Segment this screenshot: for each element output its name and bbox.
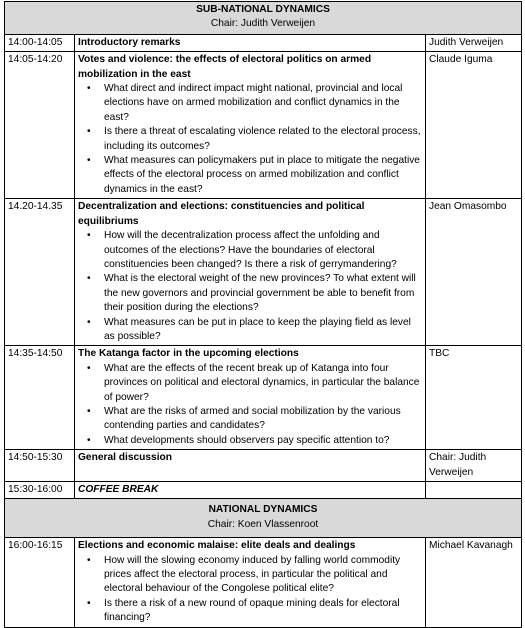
session-title: Decentralization and elections: constituencies and political equilibriums (78, 201, 365, 227)
section-chair: Chair: Judith Verweijen (210, 18, 316, 30)
session-title: Introductory remarks (78, 36, 181, 48)
question-list (78, 229, 422, 344)
question-item: • How will the slowing economy induced by falling world commodity prices affect the electoral process, in particular the political and electoral behaviour of the Congolese political elite? (104, 554, 422, 597)
session-speaker: TBC (426, 346, 522, 450)
session-title: Votes and violence: the effects of electoral politics on armed mobilization in the east (78, 54, 372, 80)
agenda-row (5, 538, 522, 627)
question-list (78, 362, 422, 448)
section-chair: Chair: Koen Vlassenroot (207, 518, 319, 530)
section-header-sub-national (5, 2, 522, 35)
section-header-national (5, 499, 522, 538)
section-title: NATIONAL DYNAMICS (208, 504, 318, 516)
agenda-row (5, 52, 522, 199)
agenda-row (5, 34, 522, 51)
session-time: 14:35-14:50 (5, 346, 75, 450)
agenda-table (4, 1, 522, 628)
question-item: • What are the risks of armed and social mobilization by the various contending parties and candidates? (104, 405, 422, 434)
question-item: • Is there a risk of a new round of opaque mining deals for electoral financing? (104, 597, 422, 626)
agenda-row-break (5, 482, 522, 499)
agenda-row (5, 199, 522, 346)
session-speaker: Judith Verweijen (426, 34, 522, 51)
session-time: 16:00-16:15 (5, 538, 75, 627)
session-time: 15:30-16:00 (5, 482, 75, 499)
session-speaker: Michael Kavanagh (426, 538, 522, 627)
question-list (78, 554, 422, 626)
question-item: • Is there a threat of escalating violence related to the electoral process, including its outcomes? (104, 125, 422, 154)
session-time: 14:00-14:05 (5, 34, 75, 51)
agenda-row (5, 450, 522, 482)
question-item: • How will the decentralization process affect the unfolding and outcomes of the elections? Have the boundaries of electoral constituencies been changed? Is there a risk of gerrymandering? (104, 229, 422, 272)
session-speaker (426, 482, 522, 499)
agenda-row (5, 346, 522, 450)
question-item: • What measures can policymakers put in place to mitigate the negative effects of the electoral process on armed mobilization and conflict dynamics in the east? (104, 154, 422, 197)
session-speaker: Chair: Judith Verweijen (426, 450, 522, 482)
question-item: • What are the effects of the recent break up of Katanga into four provinces on political and electoral dynamics, in particular the balance of power? (104, 362, 422, 405)
session-speaker: Jean Omasombo (426, 199, 522, 346)
section-title: SUB-NATIONAL DYNAMICS (196, 4, 330, 15)
question-item: • What direct and indirect impact might national, provincial and local elections have on armed mobilization and conflict dynamics in the east? (104, 82, 422, 125)
session-title: General discussion (78, 452, 172, 464)
session-title: Elections and economic malaise: elite deals and dealings (78, 540, 356, 552)
question-item: • What is the electoral weight of the new provinces? To what extent will the new governors and provincial government be able to benefit from their position during the elections? (104, 272, 422, 315)
question-item: • What developments should observers pay specific attention to? (104, 434, 422, 448)
question-item: • What measures can be put in place to keep the playing field as level as possible? (104, 316, 422, 345)
session-time: 14:05-14:20 (5, 52, 75, 199)
question-list (78, 82, 422, 197)
session-title: The Katanga factor in the upcoming elections (78, 348, 299, 360)
session-title: COFFEE BREAK (78, 484, 159, 495)
session-time: 14.20-14.35 (5, 199, 75, 346)
session-speaker: Claude Iguma (426, 52, 522, 199)
session-time: 14:50-15:30 (5, 450, 75, 482)
